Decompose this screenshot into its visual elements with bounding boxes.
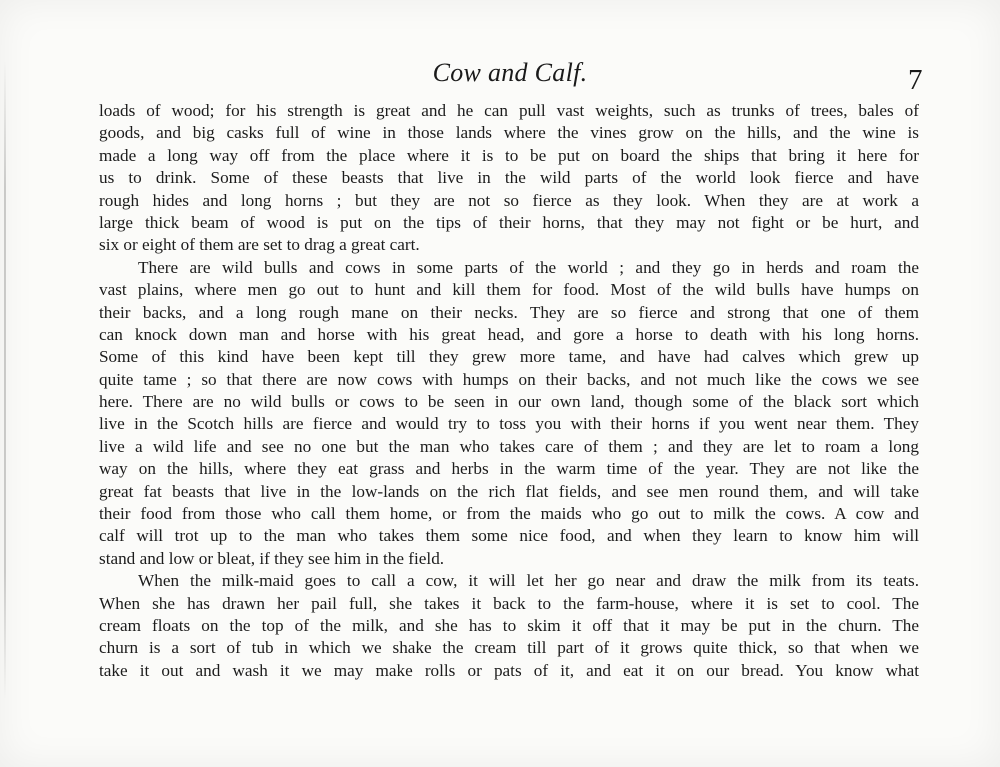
text-line: Some of this kind have been kept till they grew more tame, and have had calves which grew up	[99, 347, 919, 367]
text-line: take it out and wash it we may make rolls or pats of it, and eat it on our bread. You know what	[99, 660, 919, 680]
text-line: When she has drawn her pail full, she takes it back to the farm-house, where it is set to cool. The	[99, 593, 919, 613]
text-line: quite tame ; so that there are now cows with humps on their backs, and not much like the cows we see	[99, 369, 919, 389]
text-line: When the milk-maid goes to call a cow, it will let her go near and draw the milk from its teats.	[138, 571, 919, 591]
text-line: loads of wood; for his strength is great and he can pull vast weights, such as trunks of trees, bales of	[99, 101, 919, 120]
text-line: way on the hills, where they eat grass and herbs in the warm time of the year. They are not like the	[99, 459, 919, 479]
running-title: Cow and Calf.	[432, 58, 588, 87]
text-line: churn is a sort of tub in which we shake the cream till part of it grows quite thick, so that when we	[99, 638, 919, 658]
paragraph	[99, 100, 919, 257]
paragraph	[99, 570, 919, 682]
text-line: their backs, and a long rough mane on their necks. They are so fierce and strong that one of them	[99, 302, 919, 322]
page-number: 7	[908, 64, 923, 96]
text-line: large thick beam of wood is put on the tips of their horns, that they may not fight or be hurt, and	[99, 212, 919, 232]
text-line: here. There are no wild bulls or cows to be seen in our own land, though some of the black sort which	[99, 392, 919, 412]
text-line: cream floats on the top of the milk, and she has to skim it off that it may be put in the churn. The	[99, 615, 919, 635]
body-text	[99, 100, 919, 682]
text-line: live in the Scotch hills are fierce and would try to toss you with their horns if you went near them. They	[99, 414, 919, 434]
text-line: stand and low or bleat, if they see him in the field.	[99, 548, 445, 568]
text-line: There are wild bulls and cows in some parts of the world ; and they go in herds and roam the	[138, 257, 919, 277]
text-line: rough hides and long horns ; but they are not so fierce as they look. When they are at work a	[99, 190, 919, 210]
text-line: vast plains, where men go out to hunt and kill them for food. Most of the wild bulls have humps on	[99, 280, 919, 300]
text-line: can knock down man and horse with his great head, and gore a horse to death with his long horns.	[99, 324, 919, 344]
text-line: six or eight of them are set to drag a great cart.	[99, 235, 420, 255]
text-line: made a long way off from the place where it is to be put on board the ships that bring it here for	[99, 145, 919, 165]
text-line: calf will trot up to the man who takes them some nice food, and when they learn to know him will	[99, 526, 919, 546]
text-line: great fat beasts that live in the low-lands on the rich flat fields, and see men round them, and will take	[99, 481, 919, 501]
text-line: live a wild life and see no one but the man who takes care of them ; and they are let to roam a long	[99, 436, 919, 456]
paragraph	[99, 257, 919, 570]
page-fold-shadow	[4, 60, 6, 700]
text-line: us to drink. Some of these beasts that live in the wild parts of the world look fierce and have	[99, 168, 919, 188]
text-line: their food from those who call them home, or from the maids who go out to milk the cows. A cow and	[99, 504, 919, 524]
text-line: goods, and big casks full of wine in those lands where the vines grow on the hills, and the wine is	[99, 123, 919, 143]
